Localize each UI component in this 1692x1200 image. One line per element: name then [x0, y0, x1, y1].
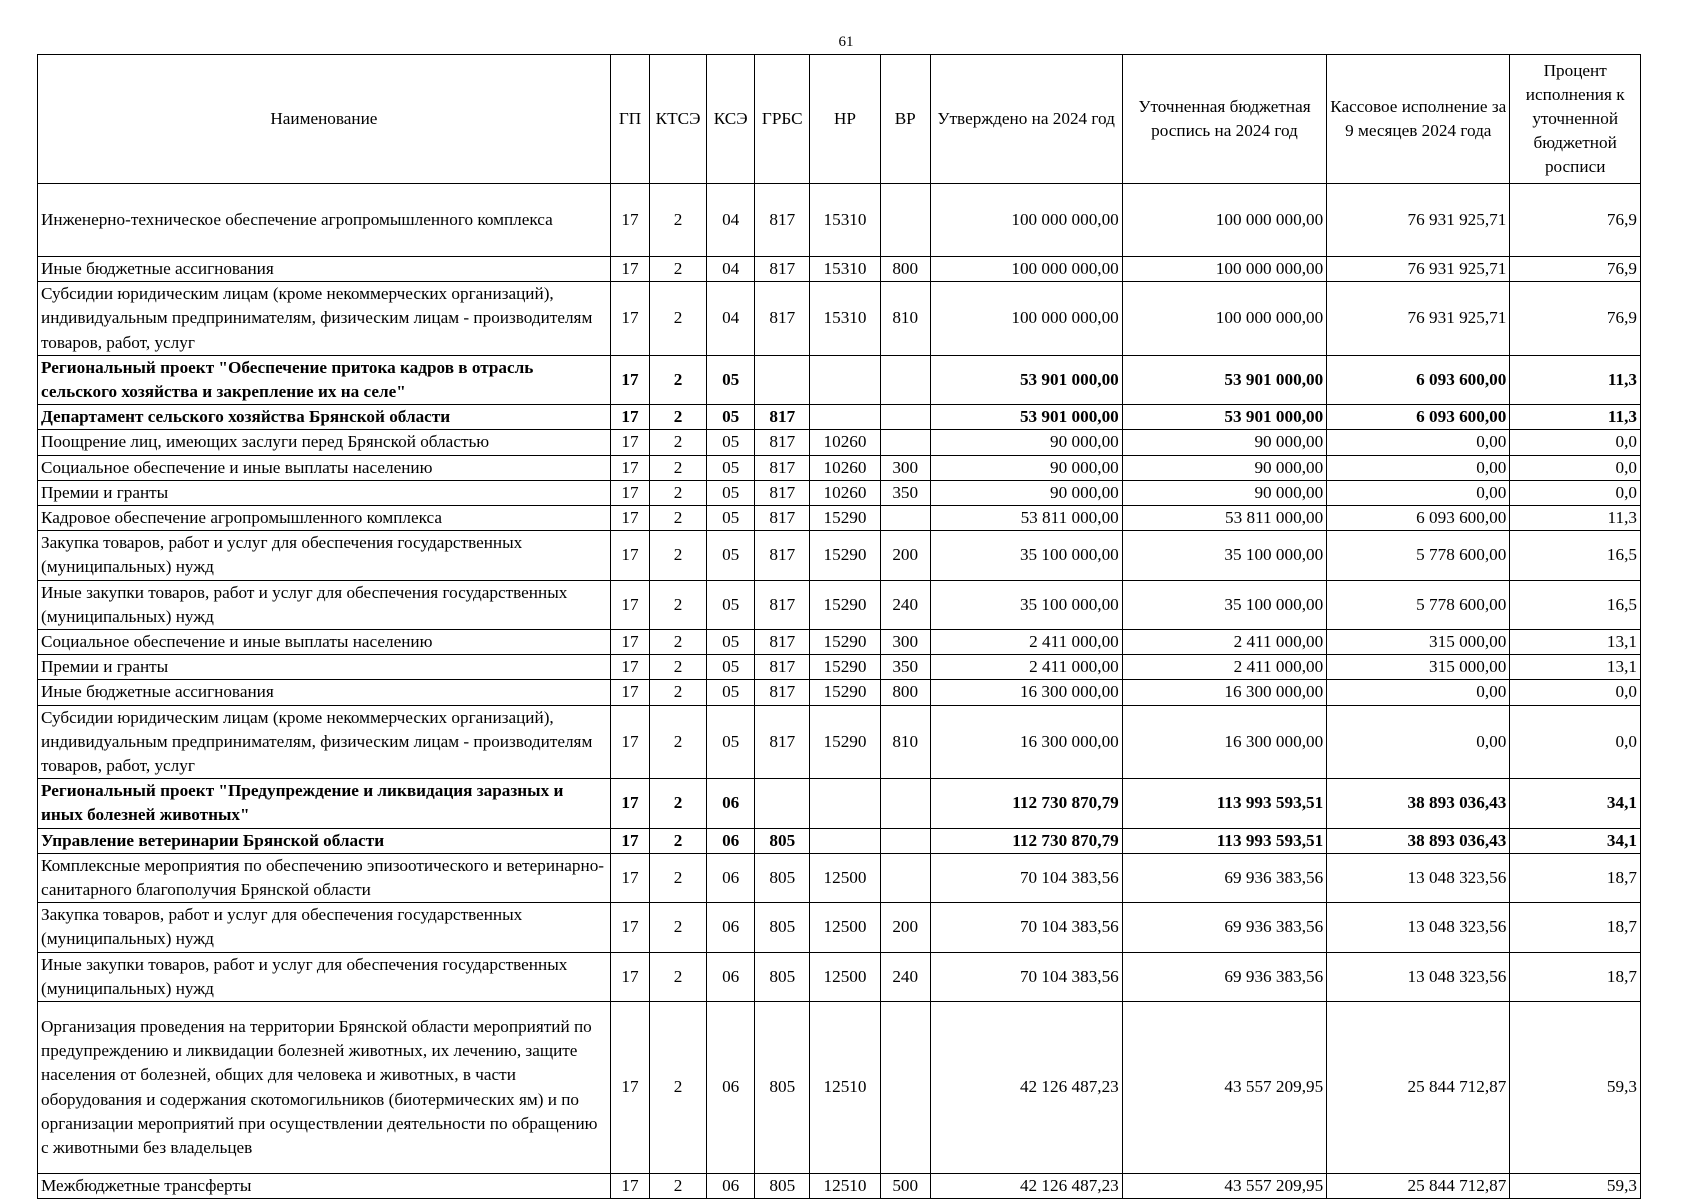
cell-gp: 17 [610, 405, 649, 430]
table-row [38, 828, 1641, 853]
cell-kse: 06 [706, 828, 755, 853]
cell-kse: 05 [706, 455, 755, 480]
cell-grbs: 817 [755, 531, 810, 580]
cell-executed: 13 048 323,56 [1327, 952, 1510, 1001]
header-refined: Уточненная бюджетная роспись на 2024 год [1122, 55, 1326, 184]
cell-vr: 300 [880, 630, 930, 655]
cell-approved: 70 104 383,56 [930, 853, 1122, 902]
table-row [38, 430, 1641, 455]
cell-kse: 05 [706, 405, 755, 430]
cell-executed: 6 093 600,00 [1327, 405, 1510, 430]
cell-executed: 6 093 600,00 [1327, 355, 1510, 404]
cell-approved: 42 126 487,23 [930, 1174, 1122, 1199]
cell-grbs: 817 [755, 680, 810, 705]
cell-refined: 90 000,00 [1122, 455, 1326, 480]
cell-approved: 100 000 000,00 [930, 184, 1122, 257]
cell-ktse: 2 [650, 655, 707, 680]
cell-approved: 2 411 000,00 [930, 630, 1122, 655]
cell-nr: 15310 [810, 257, 881, 282]
cell-refined: 2 411 000,00 [1122, 655, 1326, 680]
cell-name: Поощрение лиц, имеющих заслуги перед Брянской областью [38, 430, 611, 455]
cell-kse: 06 [706, 1174, 755, 1199]
cell-vr: 500 [880, 1174, 930, 1199]
cell-refined: 16 300 000,00 [1122, 680, 1326, 705]
cell-percent: 18,7 [1510, 853, 1641, 902]
cell-vr: 240 [880, 952, 930, 1001]
cell-name: Департамент сельского хозяйства Брянской области [38, 405, 611, 430]
cell-name: Иные бюджетные ассигнования [38, 680, 611, 705]
cell-nr [810, 355, 881, 404]
cell-approved: 70 104 383,56 [930, 903, 1122, 952]
cell-gp: 17 [610, 531, 649, 580]
table-row [38, 257, 1641, 282]
cell-nr: 15290 [810, 655, 881, 680]
cell-refined: 100 000 000,00 [1122, 257, 1326, 282]
cell-ktse: 2 [650, 455, 707, 480]
header-executed: Кассовое исполнение за 9 месяцев 2024 года [1327, 55, 1510, 184]
cell-refined: 35 100 000,00 [1122, 580, 1326, 629]
cell-ktse: 2 [650, 580, 707, 629]
table-row [38, 705, 1641, 779]
cell-grbs: 817 [755, 480, 810, 505]
header-ktse: КТСЭ [650, 55, 707, 184]
table-row [38, 1002, 1641, 1174]
table-row [38, 506, 1641, 531]
table-row [38, 779, 1641, 828]
cell-name: Социальное обеспечение и иные выплаты населению [38, 455, 611, 480]
cell-gp: 17 [610, 257, 649, 282]
cell-gp: 17 [610, 184, 649, 257]
cell-executed: 5 778 600,00 [1327, 531, 1510, 580]
cell-vr [880, 405, 930, 430]
cell-kse: 05 [706, 355, 755, 404]
table-row [38, 680, 1641, 705]
cell-refined: 2 411 000,00 [1122, 630, 1326, 655]
cell-ktse: 2 [650, 952, 707, 1001]
table-row [38, 853, 1641, 902]
cell-gp: 17 [610, 355, 649, 404]
cell-kse: 05 [706, 705, 755, 779]
cell-gp: 17 [610, 828, 649, 853]
table-row [38, 580, 1641, 629]
cell-kse: 04 [706, 184, 755, 257]
cell-approved: 100 000 000,00 [930, 282, 1122, 356]
cell-kse: 04 [706, 257, 755, 282]
cell-name: Закупка товаров, работ и услуг для обеспечения государственных (муниципальных) нужд [38, 531, 611, 580]
cell-nr: 12500 [810, 853, 881, 902]
cell-nr: 15310 [810, 282, 881, 356]
cell-percent: 13,1 [1510, 630, 1641, 655]
cell-kse: 06 [706, 1002, 755, 1174]
cell-percent: 0,0 [1510, 480, 1641, 505]
cell-executed: 315 000,00 [1327, 630, 1510, 655]
cell-name: Региональный проект "Обеспечение притока кадров в отрасль сельского хозяйства и закрепление их на селе" [38, 355, 611, 404]
table-row [38, 282, 1641, 356]
cell-grbs [755, 779, 810, 828]
cell-kse: 06 [706, 779, 755, 828]
cell-name: Региональный проект "Предупреждение и ликвидация заразных и иных болезней животных" [38, 779, 611, 828]
cell-vr [880, 779, 930, 828]
cell-name: Иные бюджетные ассигнования [38, 257, 611, 282]
header-name: Наименование [38, 55, 611, 184]
cell-gp: 17 [610, 1174, 649, 1199]
cell-executed: 6 093 600,00 [1327, 506, 1510, 531]
cell-vr: 800 [880, 257, 930, 282]
cell-executed: 38 893 036,43 [1327, 828, 1510, 853]
cell-ktse: 2 [650, 405, 707, 430]
cell-nr: 15290 [810, 680, 881, 705]
cell-vr [880, 828, 930, 853]
cell-executed: 13 048 323,56 [1327, 903, 1510, 952]
cell-approved: 2 411 000,00 [930, 655, 1122, 680]
cell-kse: 05 [706, 430, 755, 455]
header-nr: НР [810, 55, 881, 184]
cell-kse: 05 [706, 655, 755, 680]
cell-ktse: 2 [650, 506, 707, 531]
cell-vr [880, 1002, 930, 1174]
cell-percent: 76,9 [1510, 257, 1641, 282]
cell-gp: 17 [610, 480, 649, 505]
cell-approved: 16 300 000,00 [930, 705, 1122, 779]
cell-vr: 200 [880, 531, 930, 580]
cell-grbs [755, 355, 810, 404]
cell-refined: 100 000 000,00 [1122, 184, 1326, 257]
table-row [38, 455, 1641, 480]
cell-gp: 17 [610, 705, 649, 779]
header-grbs: ГРБС [755, 55, 810, 184]
cell-executed: 25 844 712,87 [1327, 1174, 1510, 1199]
cell-approved: 90 000,00 [930, 430, 1122, 455]
cell-name: Кадровое обеспечение агропромышленного комплекса [38, 506, 611, 531]
cell-name: Субсидии юридическим лицам (кроме некоммерческих организаций), индивидуальным предпринимателям, физическим лицам - производителям товаров, работ, услуг [38, 705, 611, 779]
cell-vr: 810 [880, 282, 930, 356]
table-row [38, 1174, 1641, 1199]
cell-nr: 10260 [810, 480, 881, 505]
cell-name: Премии и гранты [38, 480, 611, 505]
cell-grbs: 805 [755, 903, 810, 952]
cell-grbs: 817 [755, 506, 810, 531]
cell-ktse: 2 [650, 853, 707, 902]
header-kse: КСЭ [706, 55, 755, 184]
cell-approved: 90 000,00 [930, 455, 1122, 480]
cell-ktse: 2 [650, 184, 707, 257]
cell-grbs: 805 [755, 1174, 810, 1199]
table-row [38, 952, 1641, 1001]
cell-nr [810, 779, 881, 828]
cell-vr: 800 [880, 680, 930, 705]
cell-executed: 13 048 323,56 [1327, 853, 1510, 902]
cell-refined: 113 993 593,51 [1122, 828, 1326, 853]
cell-nr: 10260 [810, 455, 881, 480]
cell-kse: 05 [706, 680, 755, 705]
cell-percent: 13,1 [1510, 655, 1641, 680]
cell-gp: 17 [610, 680, 649, 705]
cell-grbs: 817 [755, 655, 810, 680]
cell-kse: 06 [706, 853, 755, 902]
cell-executed: 76 931 925,71 [1327, 184, 1510, 257]
header-row [38, 55, 1641, 184]
cell-kse: 04 [706, 282, 755, 356]
cell-name: Инженерно-техническое обеспечение агропромышленного комплекса [38, 184, 611, 257]
cell-grbs: 817 [755, 282, 810, 356]
cell-gp: 17 [610, 952, 649, 1001]
cell-refined: 43 557 209,95 [1122, 1174, 1326, 1199]
cell-percent: 18,7 [1510, 952, 1641, 1001]
cell-percent: 0,0 [1510, 430, 1641, 455]
cell-ktse: 2 [650, 903, 707, 952]
cell-nr: 12510 [810, 1002, 881, 1174]
cell-approved: 100 000 000,00 [930, 257, 1122, 282]
cell-refined: 53 901 000,00 [1122, 405, 1326, 430]
cell-name: Иные закупки товаров, работ и услуг для обеспечения государственных (муниципальных) нужд [38, 952, 611, 1001]
cell-executed: 25 844 712,87 [1327, 1002, 1510, 1174]
header-vr: ВР [880, 55, 930, 184]
cell-nr [810, 405, 881, 430]
cell-name: Иные закупки товаров, работ и услуг для обеспечения государственных (муниципальных) нужд [38, 580, 611, 629]
cell-grbs: 805 [755, 952, 810, 1001]
cell-refined: 113 993 593,51 [1122, 779, 1326, 828]
page-number: 61 [838, 34, 854, 50]
cell-ktse: 2 [650, 480, 707, 505]
budget-table [37, 54, 1641, 1199]
cell-ktse: 2 [650, 355, 707, 404]
cell-name: Закупка товаров, работ и услуг для обеспечения государственных (муниципальных) нужд [38, 903, 611, 952]
cell-percent: 0,0 [1510, 680, 1641, 705]
cell-gp: 17 [610, 630, 649, 655]
cell-name: Субсидии юридическим лицам (кроме некоммерческих организаций), индивидуальным предпринимателям, физическим лицам - производителям товаров, работ, услуг [38, 282, 611, 356]
cell-gp: 17 [610, 853, 649, 902]
cell-percent: 34,1 [1510, 779, 1641, 828]
cell-refined: 53 811 000,00 [1122, 506, 1326, 531]
cell-approved: 35 100 000,00 [930, 531, 1122, 580]
cell-grbs: 817 [755, 184, 810, 257]
cell-ktse: 2 [650, 680, 707, 705]
cell-kse: 06 [706, 952, 755, 1001]
cell-gp: 17 [610, 580, 649, 629]
cell-refined: 69 936 383,56 [1122, 853, 1326, 902]
cell-ktse: 2 [650, 430, 707, 455]
cell-percent: 18,7 [1510, 903, 1641, 952]
cell-gp: 17 [610, 779, 649, 828]
cell-ktse: 2 [650, 531, 707, 580]
cell-approved: 35 100 000,00 [930, 580, 1122, 629]
cell-refined: 53 901 000,00 [1122, 355, 1326, 404]
cell-grbs: 805 [755, 828, 810, 853]
cell-vr: 200 [880, 903, 930, 952]
cell-nr: 15290 [810, 531, 881, 580]
cell-grbs: 817 [755, 705, 810, 779]
header-gp: ГП [610, 55, 649, 184]
cell-approved: 112 730 870,79 [930, 828, 1122, 853]
cell-nr: 12500 [810, 903, 881, 952]
cell-refined: 90 000,00 [1122, 430, 1326, 455]
cell-percent: 0,0 [1510, 455, 1641, 480]
cell-executed: 5 778 600,00 [1327, 580, 1510, 629]
cell-percent: 59,3 [1510, 1174, 1641, 1199]
cell-nr: 10260 [810, 430, 881, 455]
table-row [38, 531, 1641, 580]
cell-approved: 112 730 870,79 [930, 779, 1122, 828]
cell-nr: 15290 [810, 705, 881, 779]
cell-refined: 16 300 000,00 [1122, 705, 1326, 779]
cell-refined: 35 100 000,00 [1122, 531, 1326, 580]
cell-executed: 0,00 [1327, 705, 1510, 779]
cell-ktse: 2 [650, 828, 707, 853]
cell-nr: 12510 [810, 1174, 881, 1199]
cell-grbs: 817 [755, 405, 810, 430]
header-approved: Утверждено на 2024 год [930, 55, 1122, 184]
cell-name: Комплексные мероприятия по обеспечению эпизоотического и ветеринарно-санитарного благополучия Брянской области [38, 853, 611, 902]
cell-approved: 53 811 000,00 [930, 506, 1122, 531]
cell-kse: 05 [706, 531, 755, 580]
cell-percent: 16,5 [1510, 531, 1641, 580]
cell-grbs: 817 [755, 630, 810, 655]
cell-grbs: 817 [755, 580, 810, 629]
cell-ktse: 2 [650, 282, 707, 356]
table-row [38, 405, 1641, 430]
cell-kse: 05 [706, 630, 755, 655]
cell-grbs: 817 [755, 257, 810, 282]
cell-nr: 15290 [810, 630, 881, 655]
cell-ktse: 2 [650, 779, 707, 828]
header-percent: Процент исполнения к уточненной бюджетной росписи [1510, 55, 1641, 184]
cell-ktse: 2 [650, 1174, 707, 1199]
cell-name: Управление ветеринарии Брянской области [38, 828, 611, 853]
cell-percent: 76,9 [1510, 282, 1641, 356]
cell-gp: 17 [610, 506, 649, 531]
cell-gp: 17 [610, 1002, 649, 1174]
cell-grbs: 805 [755, 1002, 810, 1174]
cell-vr [880, 184, 930, 257]
cell-kse: 05 [706, 580, 755, 629]
cell-gp: 17 [610, 430, 649, 455]
cell-grbs: 817 [755, 430, 810, 455]
cell-percent: 16,5 [1510, 580, 1641, 629]
cell-refined: 43 557 209,95 [1122, 1002, 1326, 1174]
cell-name: Организация проведения на территории Брянской области мероприятий по предупреждению и ликвидации болезней животных, их лечению, защите населения от болезней, общих для человека и животных, в части оборудования и содержания скотомогильников (биотермических ям) и по организации мероприятий при осуществлении деятельности по обращению с животными без владельцев [38, 1002, 611, 1174]
cell-percent: 11,3 [1510, 405, 1641, 430]
cell-vr: 300 [880, 455, 930, 480]
cell-ktse: 2 [650, 1002, 707, 1174]
cell-percent: 76,9 [1510, 184, 1641, 257]
cell-executed: 0,00 [1327, 480, 1510, 505]
cell-approved: 16 300 000,00 [930, 680, 1122, 705]
cell-executed: 0,00 [1327, 680, 1510, 705]
cell-percent: 34,1 [1510, 828, 1641, 853]
cell-executed: 76 931 925,71 [1327, 257, 1510, 282]
cell-refined: 100 000 000,00 [1122, 282, 1326, 356]
cell-kse: 05 [706, 480, 755, 505]
cell-approved: 53 901 000,00 [930, 355, 1122, 404]
cell-vr: 240 [880, 580, 930, 629]
cell-gp: 17 [610, 655, 649, 680]
cell-nr: 12500 [810, 952, 881, 1001]
cell-ktse: 2 [650, 705, 707, 779]
cell-approved: 42 126 487,23 [930, 1002, 1122, 1174]
cell-nr: 15290 [810, 580, 881, 629]
cell-vr [880, 853, 930, 902]
table-row [38, 480, 1641, 505]
table-row [38, 630, 1641, 655]
cell-ktse: 2 [650, 630, 707, 655]
cell-gp: 17 [610, 282, 649, 356]
cell-percent: 11,3 [1510, 355, 1641, 404]
cell-executed: 0,00 [1327, 455, 1510, 480]
cell-percent: 11,3 [1510, 506, 1641, 531]
cell-approved: 53 901 000,00 [930, 405, 1122, 430]
cell-refined: 69 936 383,56 [1122, 952, 1326, 1001]
cell-kse: 06 [706, 903, 755, 952]
table-row [38, 184, 1641, 257]
cell-vr: 350 [880, 655, 930, 680]
cell-nr: 15290 [810, 506, 881, 531]
cell-gp: 17 [610, 455, 649, 480]
cell-gp: 17 [610, 903, 649, 952]
cell-approved: 70 104 383,56 [930, 952, 1122, 1001]
cell-refined: 90 000,00 [1122, 480, 1326, 505]
table-row [38, 903, 1641, 952]
table-row [38, 655, 1641, 680]
cell-vr [880, 430, 930, 455]
cell-vr: 810 [880, 705, 930, 779]
cell-percent: 59,3 [1510, 1002, 1641, 1174]
cell-name: Социальное обеспечение и иные выплаты населению [38, 630, 611, 655]
cell-executed: 76 931 925,71 [1327, 282, 1510, 356]
cell-ktse: 2 [650, 257, 707, 282]
cell-name: Межбюджетные трансферты [38, 1174, 611, 1199]
cell-nr: 15310 [810, 184, 881, 257]
cell-grbs: 817 [755, 455, 810, 480]
cell-nr [810, 828, 881, 853]
cell-percent: 0,0 [1510, 705, 1641, 779]
cell-executed: 315 000,00 [1327, 655, 1510, 680]
cell-vr [880, 355, 930, 404]
cell-approved: 90 000,00 [930, 480, 1122, 505]
cell-kse: 05 [706, 506, 755, 531]
cell-executed: 0,00 [1327, 430, 1510, 455]
cell-vr: 350 [880, 480, 930, 505]
cell-vr [880, 506, 930, 531]
cell-refined: 69 936 383,56 [1122, 903, 1326, 952]
cell-grbs: 805 [755, 853, 810, 902]
cell-executed: 38 893 036,43 [1327, 779, 1510, 828]
cell-name: Премии и гранты [38, 655, 611, 680]
table-row [38, 355, 1641, 404]
